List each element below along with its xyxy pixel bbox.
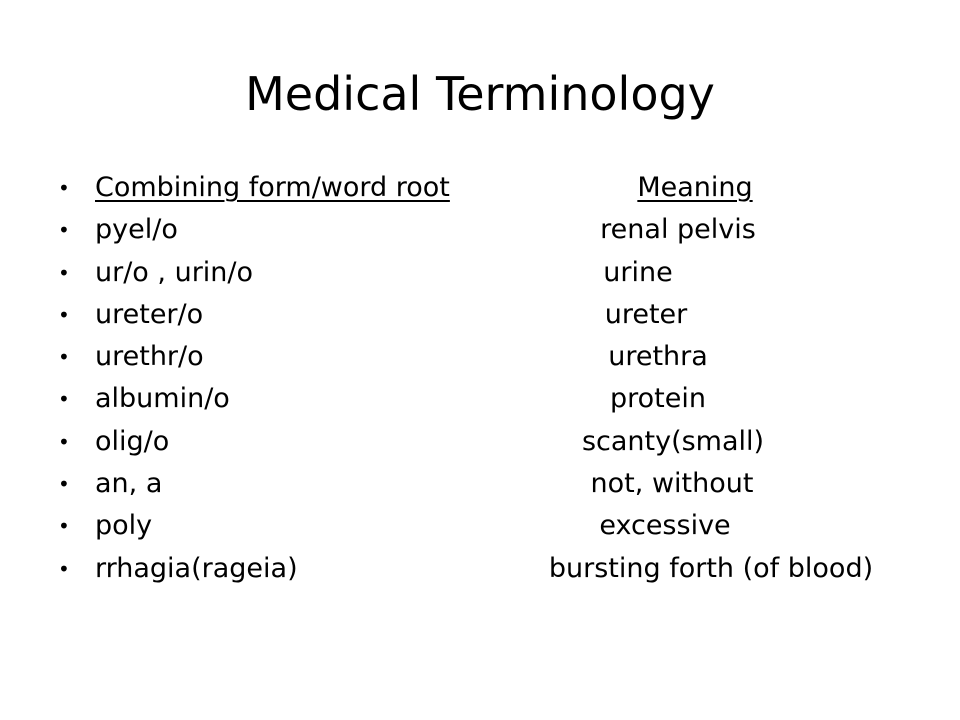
bullet-icon: • [58, 514, 70, 539]
list-item [58, 336, 938, 378]
term: an, a [95, 468, 163, 500]
meaning: bursting forth (of blood) [548, 552, 874, 584]
term: pyel/o [95, 214, 178, 246]
bullet-icon: • [58, 260, 70, 285]
term: albumin/o [95, 383, 230, 415]
list-item [58, 252, 938, 294]
meaning: not, without [590, 468, 754, 500]
meaning: urethra [608, 341, 708, 373]
header-row [58, 167, 938, 209]
list-item [58, 209, 938, 251]
term: ur/o , urin/o [95, 256, 254, 288]
bullet-icon: • [58, 472, 70, 497]
term: poly [95, 510, 153, 542]
list-item [58, 463, 938, 505]
bullet-icon: • [58, 302, 70, 327]
list-item [58, 378, 938, 420]
bullet-icon: • [58, 176, 70, 200]
meaning: urine [603, 256, 673, 288]
term-column-header: Combining form/word root [95, 172, 450, 203]
term: ureter/o [95, 298, 204, 330]
list-item [58, 421, 938, 463]
bullet-icon: • [58, 429, 70, 454]
meaning: scanty(small) [581, 425, 765, 457]
terminology-list [58, 167, 938, 590]
list-item [58, 505, 938, 547]
term: olig/o [95, 425, 170, 457]
list-item [58, 294, 938, 336]
bullet-icon: • [58, 556, 70, 581]
meaning-column-header: Meaning [637, 172, 753, 203]
slide-title: Medical Terminology [245, 67, 715, 121]
bullet-icon: • [58, 345, 70, 370]
meaning: renal pelvis [600, 214, 756, 246]
term: rrhagia(rageia) [95, 552, 298, 584]
list-item [58, 548, 938, 590]
bullet-icon: • [58, 387, 70, 412]
term: urethr/o [95, 341, 204, 373]
bullet-icon: • [58, 218, 70, 243]
meaning: excessive [599, 510, 731, 542]
meaning: ureter [604, 298, 688, 330]
meaning: protein [610, 383, 706, 415]
